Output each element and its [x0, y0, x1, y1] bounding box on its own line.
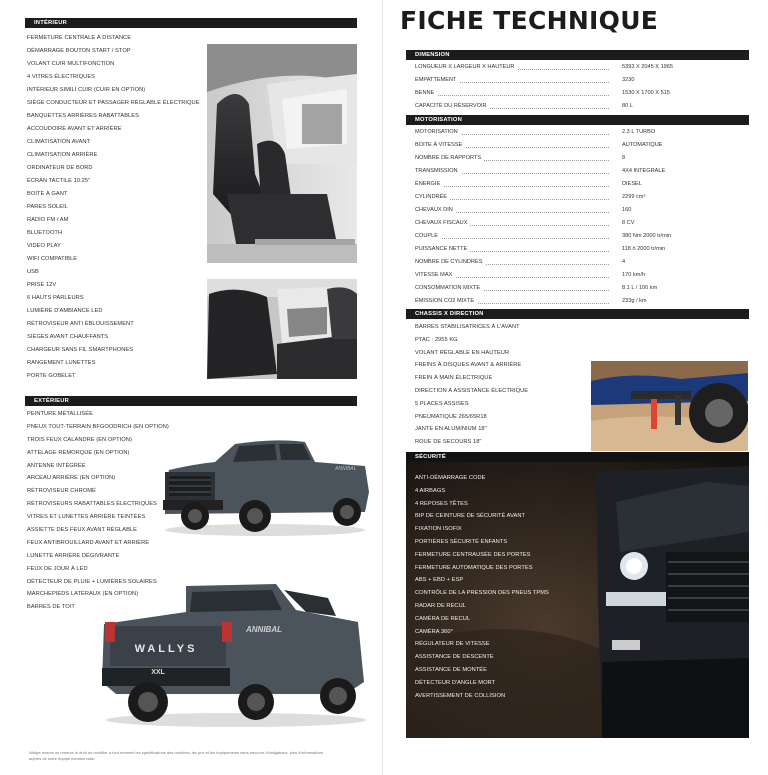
exterieur-item: ANTENNE INTÉGRÉE: [27, 462, 86, 469]
securite-item: ANTI-DÉMARRAGE CODE: [415, 475, 486, 481]
dimension-heading: DIMENSION: [406, 50, 749, 60]
interieur-list: [27, 32, 207, 383]
interieur-item: FERMETURE CENTRALE À DISTANCE: [27, 35, 132, 41]
spec-value: 5393 X 2045 X 1965: [622, 64, 674, 70]
securite-item: RADAR DE RECUL: [415, 602, 466, 609]
securite-item: RÉGULATEUR DE VITESSE: [415, 641, 490, 648]
interior-front-seats-photo: [207, 44, 357, 263]
securite-item: CONTRÔLE DE LA PRESSION DES PNEUS TPMS: [415, 590, 549, 597]
securite-item: CAMÉRA 360°: [415, 628, 453, 635]
spec-value: AUTOMATIQUE: [622, 142, 663, 148]
chassis-item: FREIN À MAIN ÉLECTRIQUE: [415, 375, 493, 382]
spec-value: 80 L: [622, 103, 633, 109]
spec-label: LONGUEUR X LARGEUR X HAUTEUR: [415, 64, 517, 70]
interieur-item: WIFI COMPATIBLE: [27, 256, 78, 262]
chassis-item: BARRES STABILISATRICES À L'AVANT: [415, 324, 520, 330]
interieur-item: CLIMATISATION ARRIÈRE: [27, 152, 98, 158]
interieur-item: SIÈGES AVANT CHAUFFANTS: [27, 334, 109, 340]
exterieur-item: PEINTURE MÉTALLISÉE: [27, 411, 93, 417]
securite-item: ASSISTANCE DE MONTÉE: [415, 666, 487, 673]
spec-row: [415, 152, 737, 165]
spec-label: NOMBRE DE RAPPORTS: [415, 155, 484, 161]
exterieur-item: FEUX ANTIBROUILLARD AVANT ET ARRIÈRE: [27, 539, 150, 546]
interieur-heading: INTÉRIEUR: [25, 18, 357, 28]
interieur-item: BANQUETTES ARRIÈRES RABATTABLES: [27, 113, 139, 119]
dotted-leader: [415, 186, 609, 187]
spec-value: 4X4 INTEGRALE: [622, 168, 666, 174]
spec-label: PUISSANCE NETTE: [415, 246, 470, 252]
dimension-table: [415, 61, 737, 113]
interieur-item: PORTE GOBELET: [27, 373, 76, 379]
interieur-item: CHARGEUR SANS FIL SMARTPHONES: [27, 347, 134, 353]
securite-heading: SÉCURITÉ: [406, 452, 749, 462]
spec-value: 118 ó 2000 tr/min: [622, 246, 666, 252]
spec-row: [415, 87, 737, 100]
securite-list: [415, 472, 595, 702]
page-fold: [382, 0, 383, 775]
side-decal-rear: ANNIBAL: [246, 625, 282, 634]
interieur-item: PRISE 12V: [27, 282, 57, 288]
chassis-item: JANTE EN ALUMINIUM 18": [415, 426, 487, 433]
xxl-badge: XXL: [151, 669, 165, 676]
securite-item: CAMÉRA DE RECUL: [415, 615, 471, 622]
securite-item: DÉTECTEUR D'ANGLE MORT: [415, 679, 496, 686]
spec-row: [415, 100, 737, 113]
spec-value: 1530 X 1700 X 515: [622, 90, 670, 96]
spec-row: [415, 230, 737, 243]
securite-item: ABS + EBD + ESP: [415, 577, 464, 584]
exterieur-item: ATTELAGE REMORQUE (EN OPTION): [27, 449, 130, 456]
exterieur-item: FEUX DE JOUR À LED: [27, 565, 88, 572]
interieur-item: 6 HAUTS PARLEURS: [27, 295, 84, 301]
spec-label: ÉMISSION CO2 MIXTE: [415, 298, 477, 304]
exterieur-item: LUNETTE ARRIÈRE DÉGIVRANTE: [27, 552, 120, 559]
exterieur-heading: EXTÉRIEUR: [25, 396, 357, 406]
spec-value: 8 CV: [622, 220, 635, 226]
interieur-item: RANGEMENT LUNETTES: [27, 360, 96, 366]
interieur-item: VOLANT CUIR MULTIFONCTION: [27, 61, 115, 67]
interieur-item: RÉTROVISEUR ANTI ÉBLOUISSEMENT: [27, 321, 134, 327]
spec-label: ÉNERGIE: [415, 181, 443, 187]
securite-item: PORTIÈRES SÉCURITÉ ENFANTS: [415, 538, 508, 545]
spec-label: CYLINDRÉE: [415, 194, 450, 200]
chassis-item: 5 PLACES ASSISES: [415, 400, 469, 407]
securite-item: AVERTISSEMENT DE COLLISION: [415, 692, 506, 699]
exterieur-item: TROIS FEUX CALANDRE (EN OPTION): [27, 436, 132, 443]
exterieur-item: VITRES ET LUNETTES ARRIÈRE TEINTÉES: [27, 514, 146, 521]
spec-row: [415, 139, 737, 152]
interieur-item: USB: [27, 269, 39, 275]
spec-row: [415, 74, 737, 87]
exterieur-item: MARCHEPIEDS LATÉRAUX (EN OPTION): [27, 591, 139, 598]
spec-row: [415, 243, 737, 256]
chassis-item: VOLANT RÉGLABLE EN HAUTEUR: [415, 349, 510, 356]
spec-value: 170 km/h: [622, 272, 646, 278]
spec-row: [415, 256, 737, 269]
spec-label: EMPATTEMENT: [415, 77, 459, 83]
spec-row: [415, 191, 737, 204]
spec-row: [415, 295, 737, 308]
interieur-item: ORDINATEUR DE BORD: [27, 165, 93, 171]
dotted-leader: [415, 95, 609, 96]
interieur-item: BLUETOOTH: [27, 230, 63, 236]
spec-value: 2.3 L TURBO: [622, 129, 656, 135]
spec-label: CONSOMMATION MIXTE: [415, 285, 483, 291]
securite-item: 4 REPOSES TÊTES: [415, 500, 468, 507]
securite-item: FERMETURE CENTRAUSÉE DES PORTES: [415, 551, 531, 558]
exterieur-item: BARRES DE TOIT: [27, 604, 75, 611]
securite-item: FERMETURE AUTOMATIQUE DES PORTES: [415, 564, 533, 571]
spec-row: [415, 61, 737, 74]
chassis-item: FREINS À DISQUES AVANT & ARRIÈRE: [415, 362, 522, 369]
interieur-item: SIÈGE CONDUCTEUR ET PASSAGER RÉGLABLE ÉLECTRIQUE: [27, 100, 200, 106]
spec-label: TRANSMISSION: [415, 168, 461, 174]
exterieur-item: ASSIETTE DES FEUX AVANT RÉGLABLE: [27, 527, 138, 534]
spec-row: [415, 217, 737, 230]
interieur-item: BOITE À GANT: [27, 191, 68, 197]
securite-item: ASSISTANCE DE DESCENTE: [415, 654, 494, 661]
chassis-heading: CHASSIS X DIRECTION: [406, 309, 749, 319]
spec-value: 2299 cm³: [622, 194, 646, 200]
spec-row: [415, 204, 737, 217]
chassis-item: PNEUMATIQUE 265/65R18: [415, 413, 487, 420]
footnote: Wallys motors se réserve le droit de modifier à tout moment les spécifications des modèles, les prix et les équipements sans encourir d'obligations. plus d'informations auprès de notre équipe commerciale.: [29, 750, 323, 761]
securite-item: 4 AIRBAGS: [415, 487, 446, 494]
interieur-item: DÉMARRAGE BOUTON START / STOP: [27, 48, 131, 54]
motorisation-table: [415, 126, 737, 308]
motorisation-heading: MOTORISATION: [406, 115, 749, 125]
spec-label: MOTORISATION: [415, 129, 461, 135]
interieur-item: VIDEO PLAY: [27, 243, 61, 249]
securite-item: BIP DE CEINTURE DE SÉCURITÉ AVANT: [415, 513, 526, 520]
exterieur-item: RÉTROVISEUR CHROMÉ: [27, 488, 96, 495]
spec-label: NOMBRE DE CYLINDRES: [415, 259, 485, 265]
spec-value: 3230: [622, 77, 635, 83]
interieur-item: 4 VITRES ÉLECTRIQUES: [27, 74, 96, 80]
exterieur-item: PNEUX TOUT-TERRAIN BFGOODRICH (EN OPTION): [27, 423, 169, 430]
tailgate-logo: WALLYS: [134, 643, 198, 655]
side-decal-front: ANNIBAL: [335, 466, 357, 472]
dotted-leader: [415, 238, 609, 239]
spec-value: 233g / km: [622, 298, 647, 304]
interieur-item: ACCOUDOIRE AVANT ET ARRIÈRE: [27, 126, 122, 132]
chassis-item: PTAC : 2955 KG: [415, 336, 458, 343]
truck-front-view-photo: [155, 432, 373, 540]
interieur-item: CLIMATISATION AVANT: [27, 139, 91, 145]
spec-row: [415, 269, 737, 282]
interior-rear-seats-photo: [207, 279, 357, 379]
chassis-suspension-photo: [591, 361, 748, 451]
page-title: FICHE TECHNIQUE: [400, 6, 659, 35]
spec-row: [415, 126, 737, 139]
spec-value: 160: [622, 207, 632, 213]
interieur-item: LUMIÈRE D'AMBIANCE LED: [27, 308, 103, 314]
truck-rear-view-photo: [96, 582, 368, 728]
interieur-item: ÉCRAN TACTILE 10.25": [27, 178, 91, 184]
spec-label: CHEVAUX DIN: [415, 207, 456, 213]
spec-value: 4: [622, 259, 626, 265]
spec-row: [415, 165, 737, 178]
interieur-item: PARES SOLEIL: [27, 204, 68, 210]
chassis-item: ROUE DE SECOURS 18": [415, 439, 482, 446]
spec-label: COUPLE: [415, 233, 441, 239]
exterieur-item: DÉTECTEUR DE PLUIE + LUMIÈRES SOLAIRES: [27, 578, 157, 585]
chassis-list: [415, 321, 585, 449]
spec-label: VITESSE MAX: [415, 272, 455, 278]
exterieur-item: RÉTROVISEURS RABATTABLES ÉLECTRIQUES: [27, 501, 157, 508]
spec-row: [415, 282, 737, 295]
spec-label: BOITE À VITESSE: [415, 142, 465, 148]
interieur-item: RADIO FM / AM: [27, 217, 69, 223]
spec-label: BENNE: [415, 90, 437, 96]
spec-value: 380 Nm 2000 tr/min: [622, 233, 672, 239]
spec-value: 8: [622, 155, 626, 161]
chassis-item: DIRECTION À ASSISTANCE ÉLECTRIQUE: [415, 387, 529, 394]
exterieur-item: ARCEAU ARRIÈRE (EN OPTION): [27, 475, 116, 482]
interieur-item: INTÉRIEUR SIMILI CUIR (CUIR EN OPTION): [27, 87, 146, 93]
spec-value: DIESEL: [622, 181, 642, 187]
spec-row: [415, 178, 737, 191]
securite-item: FIXATION ISOFIX: [415, 526, 462, 533]
spec-value: 8.1 L / 100 km: [622, 285, 658, 291]
spec-label: CAPACITÉ DU RÉSERVOIR: [415, 103, 490, 109]
spec-label: CHEVAUX FISCAUX: [415, 220, 470, 226]
